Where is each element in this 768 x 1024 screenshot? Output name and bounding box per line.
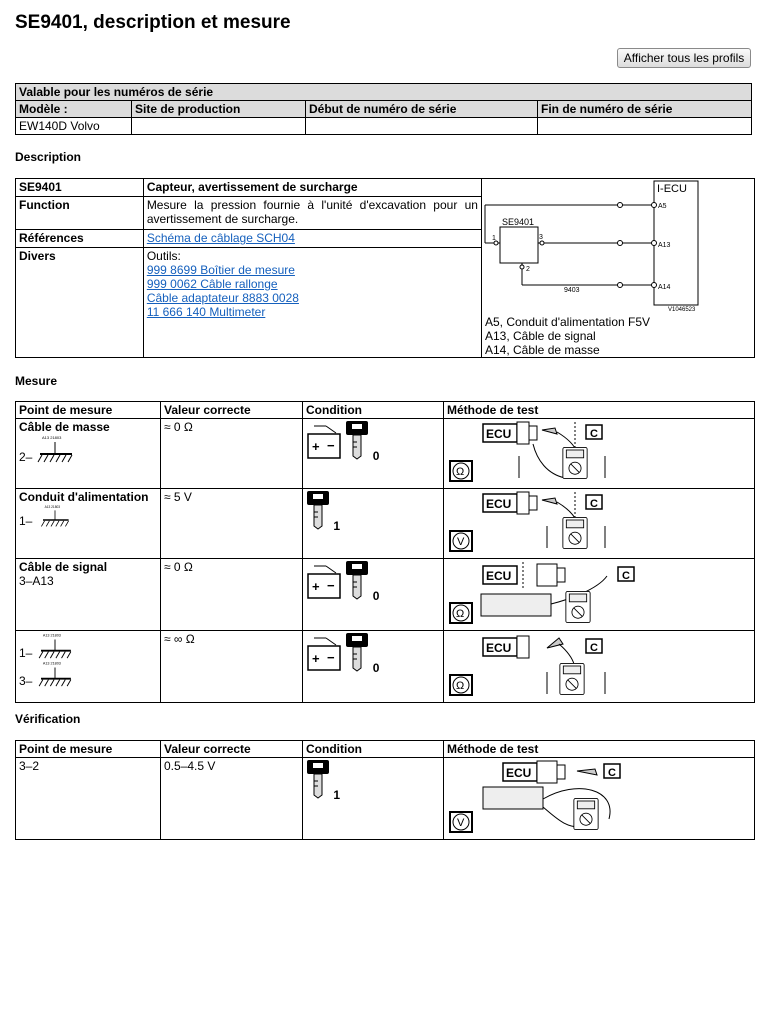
tool-link-adapter-cable[interactable]: Câble adaptateur 8883 0028 [146, 291, 299, 305]
connector-a14-label: A14 [657, 284, 671, 291]
production-site-value [132, 118, 306, 135]
pin-3-label: 3 [538, 234, 543, 241]
ecu-label: ECU [486, 641, 512, 655]
key-position: 1 [333, 519, 341, 533]
column-header-production-site: Site de production [132, 101, 306, 118]
verification-header-value: Valeur correcte [161, 741, 303, 758]
legend-a13: A13, Câble de signal [484, 329, 596, 343]
verification-row [16, 758, 755, 840]
verification-header-point: Point de mesure [16, 741, 161, 758]
ignition-key-icon [345, 560, 369, 600]
measure-header-value: Valeur correcte [161, 402, 303, 419]
page-title: SE9401, description et mesure [15, 12, 291, 33]
measure-value: ≈ 5 V [161, 489, 303, 559]
serial-start-value [306, 118, 538, 135]
battery-icon [306, 564, 342, 600]
test-method-diagram [447, 420, 647, 484]
function-label: Function [16, 197, 144, 230]
ignition-key-icon [306, 759, 330, 799]
column-header-serial-end: Fin de numéro de série [538, 101, 752, 118]
measure-header-condition: Condition [303, 402, 444, 419]
test-method-diagram [447, 560, 647, 626]
measure-section-title: Mesure [15, 374, 58, 388]
test-method-diagram [447, 632, 647, 698]
measure-point-name: Câble de masse [19, 420, 110, 434]
battery-icon [306, 424, 342, 460]
tool-link-measuring-box[interactable]: 999 8699 Boîtier de mesure [146, 263, 295, 277]
measure-point: 1– [19, 514, 33, 528]
wiring-diagram-link[interactable]: Schéma de câblage SCH04 [146, 230, 295, 245]
measure-point-name: Câble de signal [19, 560, 108, 574]
component-id: SE9401 [16, 179, 144, 197]
measure-value: ≈ 0 Ω [161, 419, 303, 489]
verification-section-title: Vérification [15, 712, 81, 726]
ecu-label: ECU [486, 497, 512, 511]
model-value: EW140D Volvo [16, 118, 132, 135]
references-label: Références [16, 229, 144, 247]
show-all-profiles-button[interactable]: Afficher tous les profils [617, 48, 751, 68]
verification-table [15, 740, 755, 840]
connector-a5-label: A5 [657, 203, 667, 210]
measure-header-method: Méthode de test [444, 402, 755, 419]
tools-label: Outils: [146, 249, 181, 263]
pin-1-label: 1 [491, 235, 496, 242]
ignition-key-icon [345, 632, 369, 672]
measure-point: 1– [19, 646, 33, 660]
sensor-label: SE9401 [501, 217, 535, 227]
ground-symbol-icon [32, 504, 78, 528]
tool-link-extension-cable[interactable]: 999 0062 Câble rallonge [146, 277, 278, 291]
wiring-diagram-cell [481, 179, 754, 358]
key-position: 1 [333, 788, 341, 802]
connector-a13-label: A13 [657, 242, 671, 249]
wiring-diagram [482, 179, 754, 315]
tool-link-multimeter[interactable]: 11 666 140 Multimeter [146, 305, 266, 319]
measure-row [16, 419, 755, 489]
function-text: Mesure la pression fournie à l'unité d'excavation pour un avertissement de surcharge. [143, 197, 481, 230]
measure-row [16, 489, 755, 559]
ground-symbol-icon [32, 632, 78, 660]
serial-table-heading: Valable pour les numéros de série [16, 84, 752, 101]
serial-end-value [538, 118, 752, 135]
key-position: 0 [372, 449, 380, 463]
ecu-label: ECU [486, 427, 512, 441]
key-position: 0 [372, 661, 380, 675]
component-name: Capteur, avertissement de surcharge [143, 179, 481, 197]
measure-header-point: Point de mesure [16, 402, 161, 419]
figure-id: V1046523 [667, 307, 696, 313]
verification-header-method: Méthode de test [444, 741, 755, 758]
verification-header-condition: Condition [303, 741, 444, 758]
measure-table [15, 401, 755, 703]
key-position: 0 [372, 589, 380, 603]
sensor-box [500, 227, 538, 263]
ground-symbol-icon [32, 660, 78, 688]
measure-row [16, 559, 755, 631]
ecu-label: ECU [486, 569, 512, 583]
serial-number-table [15, 83, 752, 135]
measure-value: ≈ ∞ Ω [161, 631, 303, 703]
misc-label: Divers [16, 248, 144, 358]
description-table [15, 178, 755, 358]
measure-point: 2– [19, 450, 33, 464]
measure-point-2: 3– [19, 674, 33, 688]
measure-value: ≈ 0 Ω [161, 559, 303, 631]
test-method-diagram [447, 759, 647, 835]
pin-2-label: 2 [525, 266, 530, 273]
column-header-model: Modèle : [16, 101, 132, 118]
ecu-label: ECU [506, 766, 532, 780]
ignition-key-icon [306, 490, 330, 530]
verification-value: 0.5–4.5 V [161, 758, 303, 840]
battery-icon [306, 636, 342, 672]
measure-point-name: Conduit d'alimentation [19, 490, 149, 504]
column-header-serial-start: Début de numéro de série [306, 101, 538, 118]
ecu-label: I-ECU [656, 183, 687, 195]
measure-row [16, 631, 755, 703]
legend-a14: A14, Câble de masse [484, 343, 600, 357]
test-method-diagram [447, 490, 647, 554]
verification-point: 3–2 [16, 758, 161, 840]
legend-a5: A5, Conduit d'alimentation F5V [484, 315, 651, 329]
description-section-title: Description [15, 150, 82, 164]
measure-point: 3–A13 [19, 574, 54, 588]
wire-label: 9403 [563, 287, 580, 294]
ignition-key-icon [345, 420, 369, 460]
ground-symbol-icon [32, 434, 78, 464]
